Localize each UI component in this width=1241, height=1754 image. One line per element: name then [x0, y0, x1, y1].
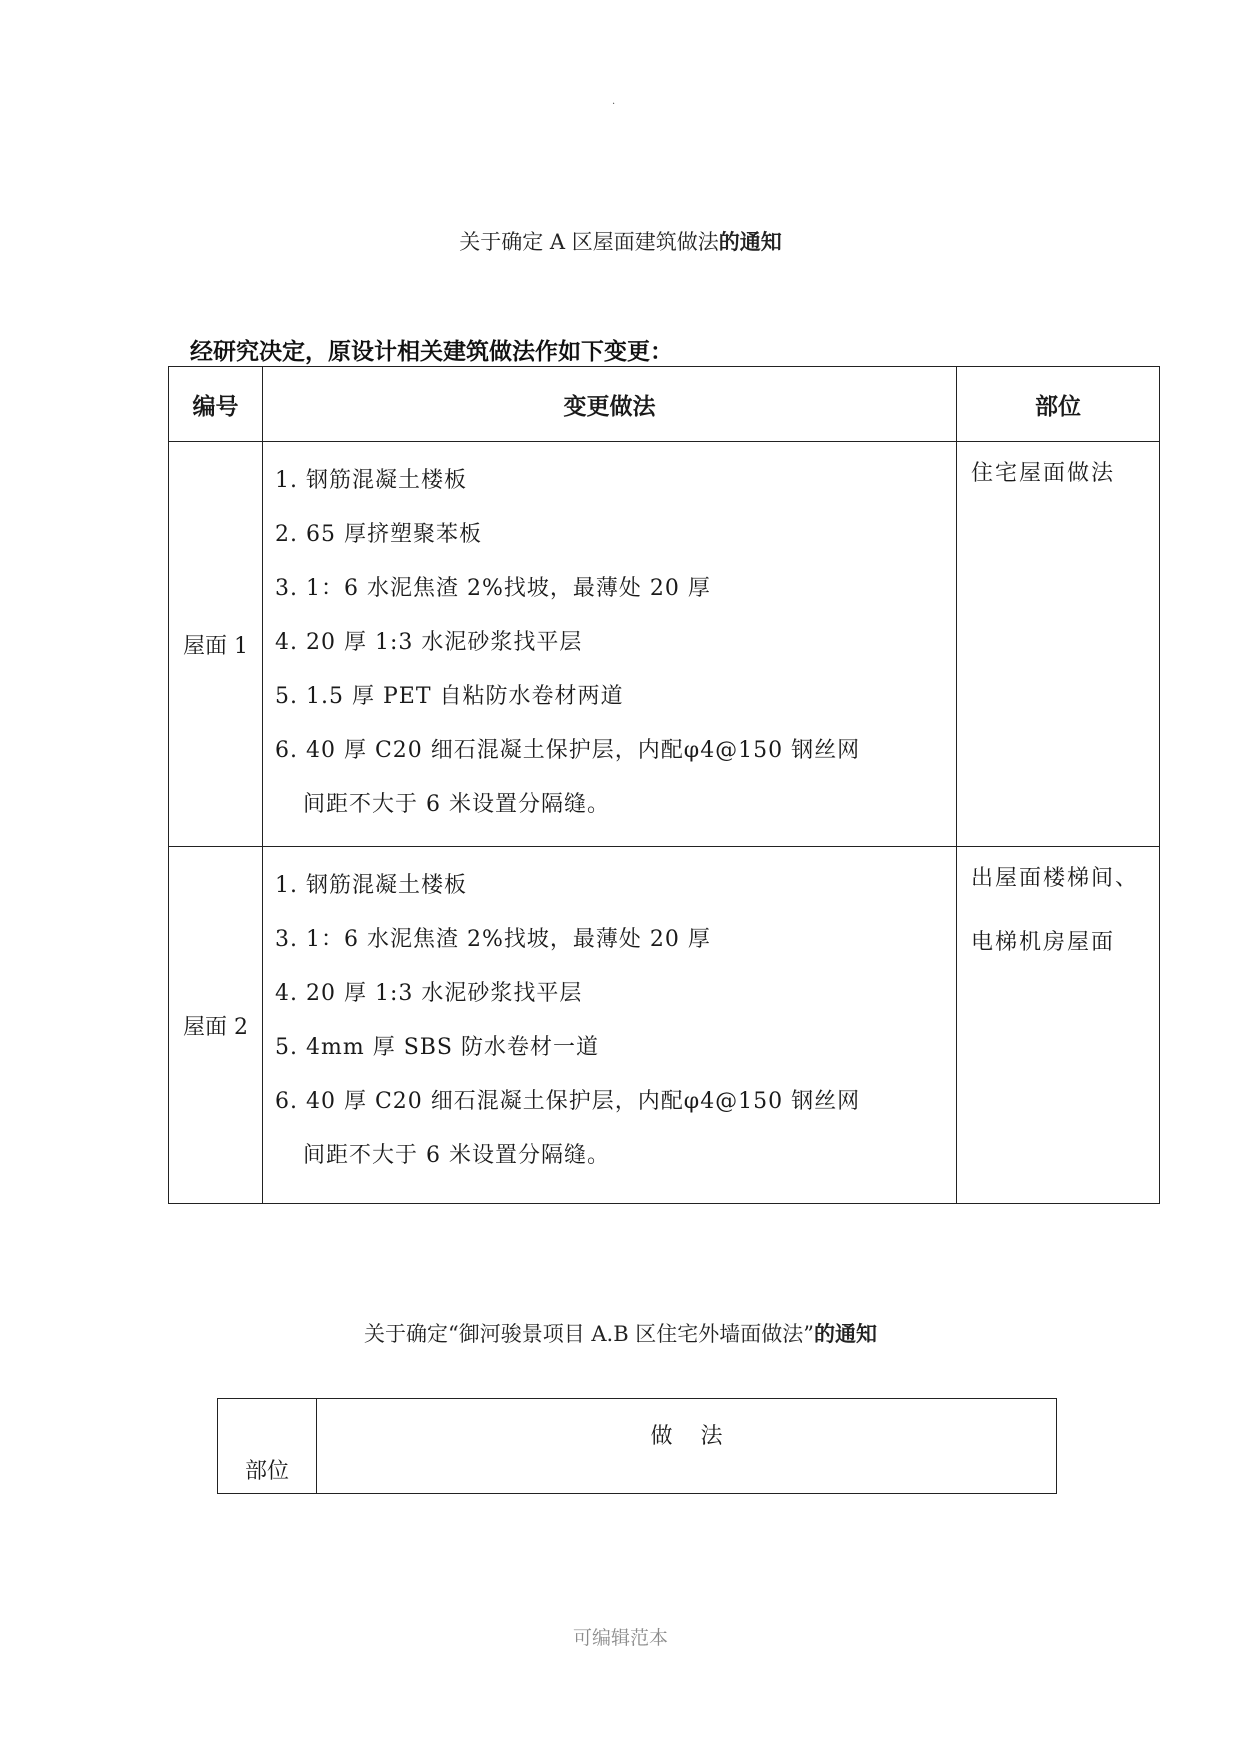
- method-step-continuation: 间距不大于 6 米设置分隔缝。: [303, 1143, 610, 1168]
- method-step: 3. 1：6 水泥焦渣 2%找坡，最薄处 20 厚: [275, 576, 711, 601]
- method-step: 4. 20 厚 1:3 水泥砂浆找平层: [275, 630, 583, 655]
- notice1-title-bold: 的通知: [718, 229, 782, 254]
- roof-method-table: [168, 366, 1160, 1204]
- method-step: 1. 钢筋混凝土楼板: [275, 873, 467, 898]
- method-step: 2. 65 厚挤塑聚苯板: [275, 522, 482, 547]
- wall-method-table: [217, 1398, 1057, 1494]
- header-method: 做 法: [317, 1399, 1057, 1494]
- method-step-continuation: 间距不大于 6 米设置分隔缝。: [303, 792, 610, 817]
- header-location: 部位: [957, 367, 1160, 442]
- header-method: 变更做法: [263, 367, 957, 442]
- row-method: [263, 847, 957, 1204]
- table-row: [169, 847, 1160, 1204]
- row-id: 屋面 2: [169, 847, 263, 1204]
- row-method: [263, 442, 957, 847]
- table-header-row: [169, 367, 1160, 442]
- notice1-intro: 经研究决定，原设计相关建筑做法作如下变更：: [190, 338, 673, 365]
- location-line: 住宅屋面做法: [971, 461, 1116, 486]
- row-location: [957, 847, 1160, 1204]
- header-location: 部位: [218, 1399, 317, 1494]
- method-step: 6. 40 厚 C20 细石混凝土保护层，内配φ4@150 钢丝网: [275, 738, 861, 763]
- notice1-title-main: 关于确定 A 区屋面建筑做法: [459, 230, 719, 254]
- row-location: [957, 442, 1160, 847]
- location-line: 电梯机房屋面: [971, 930, 1116, 955]
- notice1-title: [0, 226, 1241, 256]
- header-id: 编号: [169, 367, 263, 442]
- footer-watermark: 可编辑范本: [572, 1627, 668, 1649]
- header-mark: .: [612, 96, 616, 107]
- table-header-row: [218, 1399, 1057, 1494]
- location-line: 出屋面楼梯间、: [971, 866, 1140, 891]
- method-steps: [263, 847, 956, 1197]
- method-step: 3. 1：6 水泥焦渣 2%找坡，最薄处 20 厚: [275, 927, 711, 952]
- method-step: 6. 40 厚 C20 细石混凝土保护层，内配φ4@150 钢丝网: [275, 1089, 861, 1114]
- notice2-title: [0, 1318, 1241, 1348]
- notice2-title-main: 关于确定“御河骏景项目 A.B 区住宅外墙面做法”: [363, 1322, 815, 1346]
- table-row: [169, 442, 1160, 847]
- method-step: 4. 20 厚 1:3 水泥砂浆找平层: [275, 981, 583, 1006]
- method-steps: [263, 442, 956, 846]
- method-step: 5. 4mm 厚 SBS 防水卷材一道: [275, 1035, 599, 1060]
- row-id: 屋面 1: [169, 442, 263, 847]
- method-step: 5. 1.5 厚 PET 自粘防水卷材两道: [275, 684, 624, 709]
- method-step: 1. 钢筋混凝土楼板: [275, 468, 467, 493]
- notice2-title-bold: 的通知: [814, 1321, 878, 1346]
